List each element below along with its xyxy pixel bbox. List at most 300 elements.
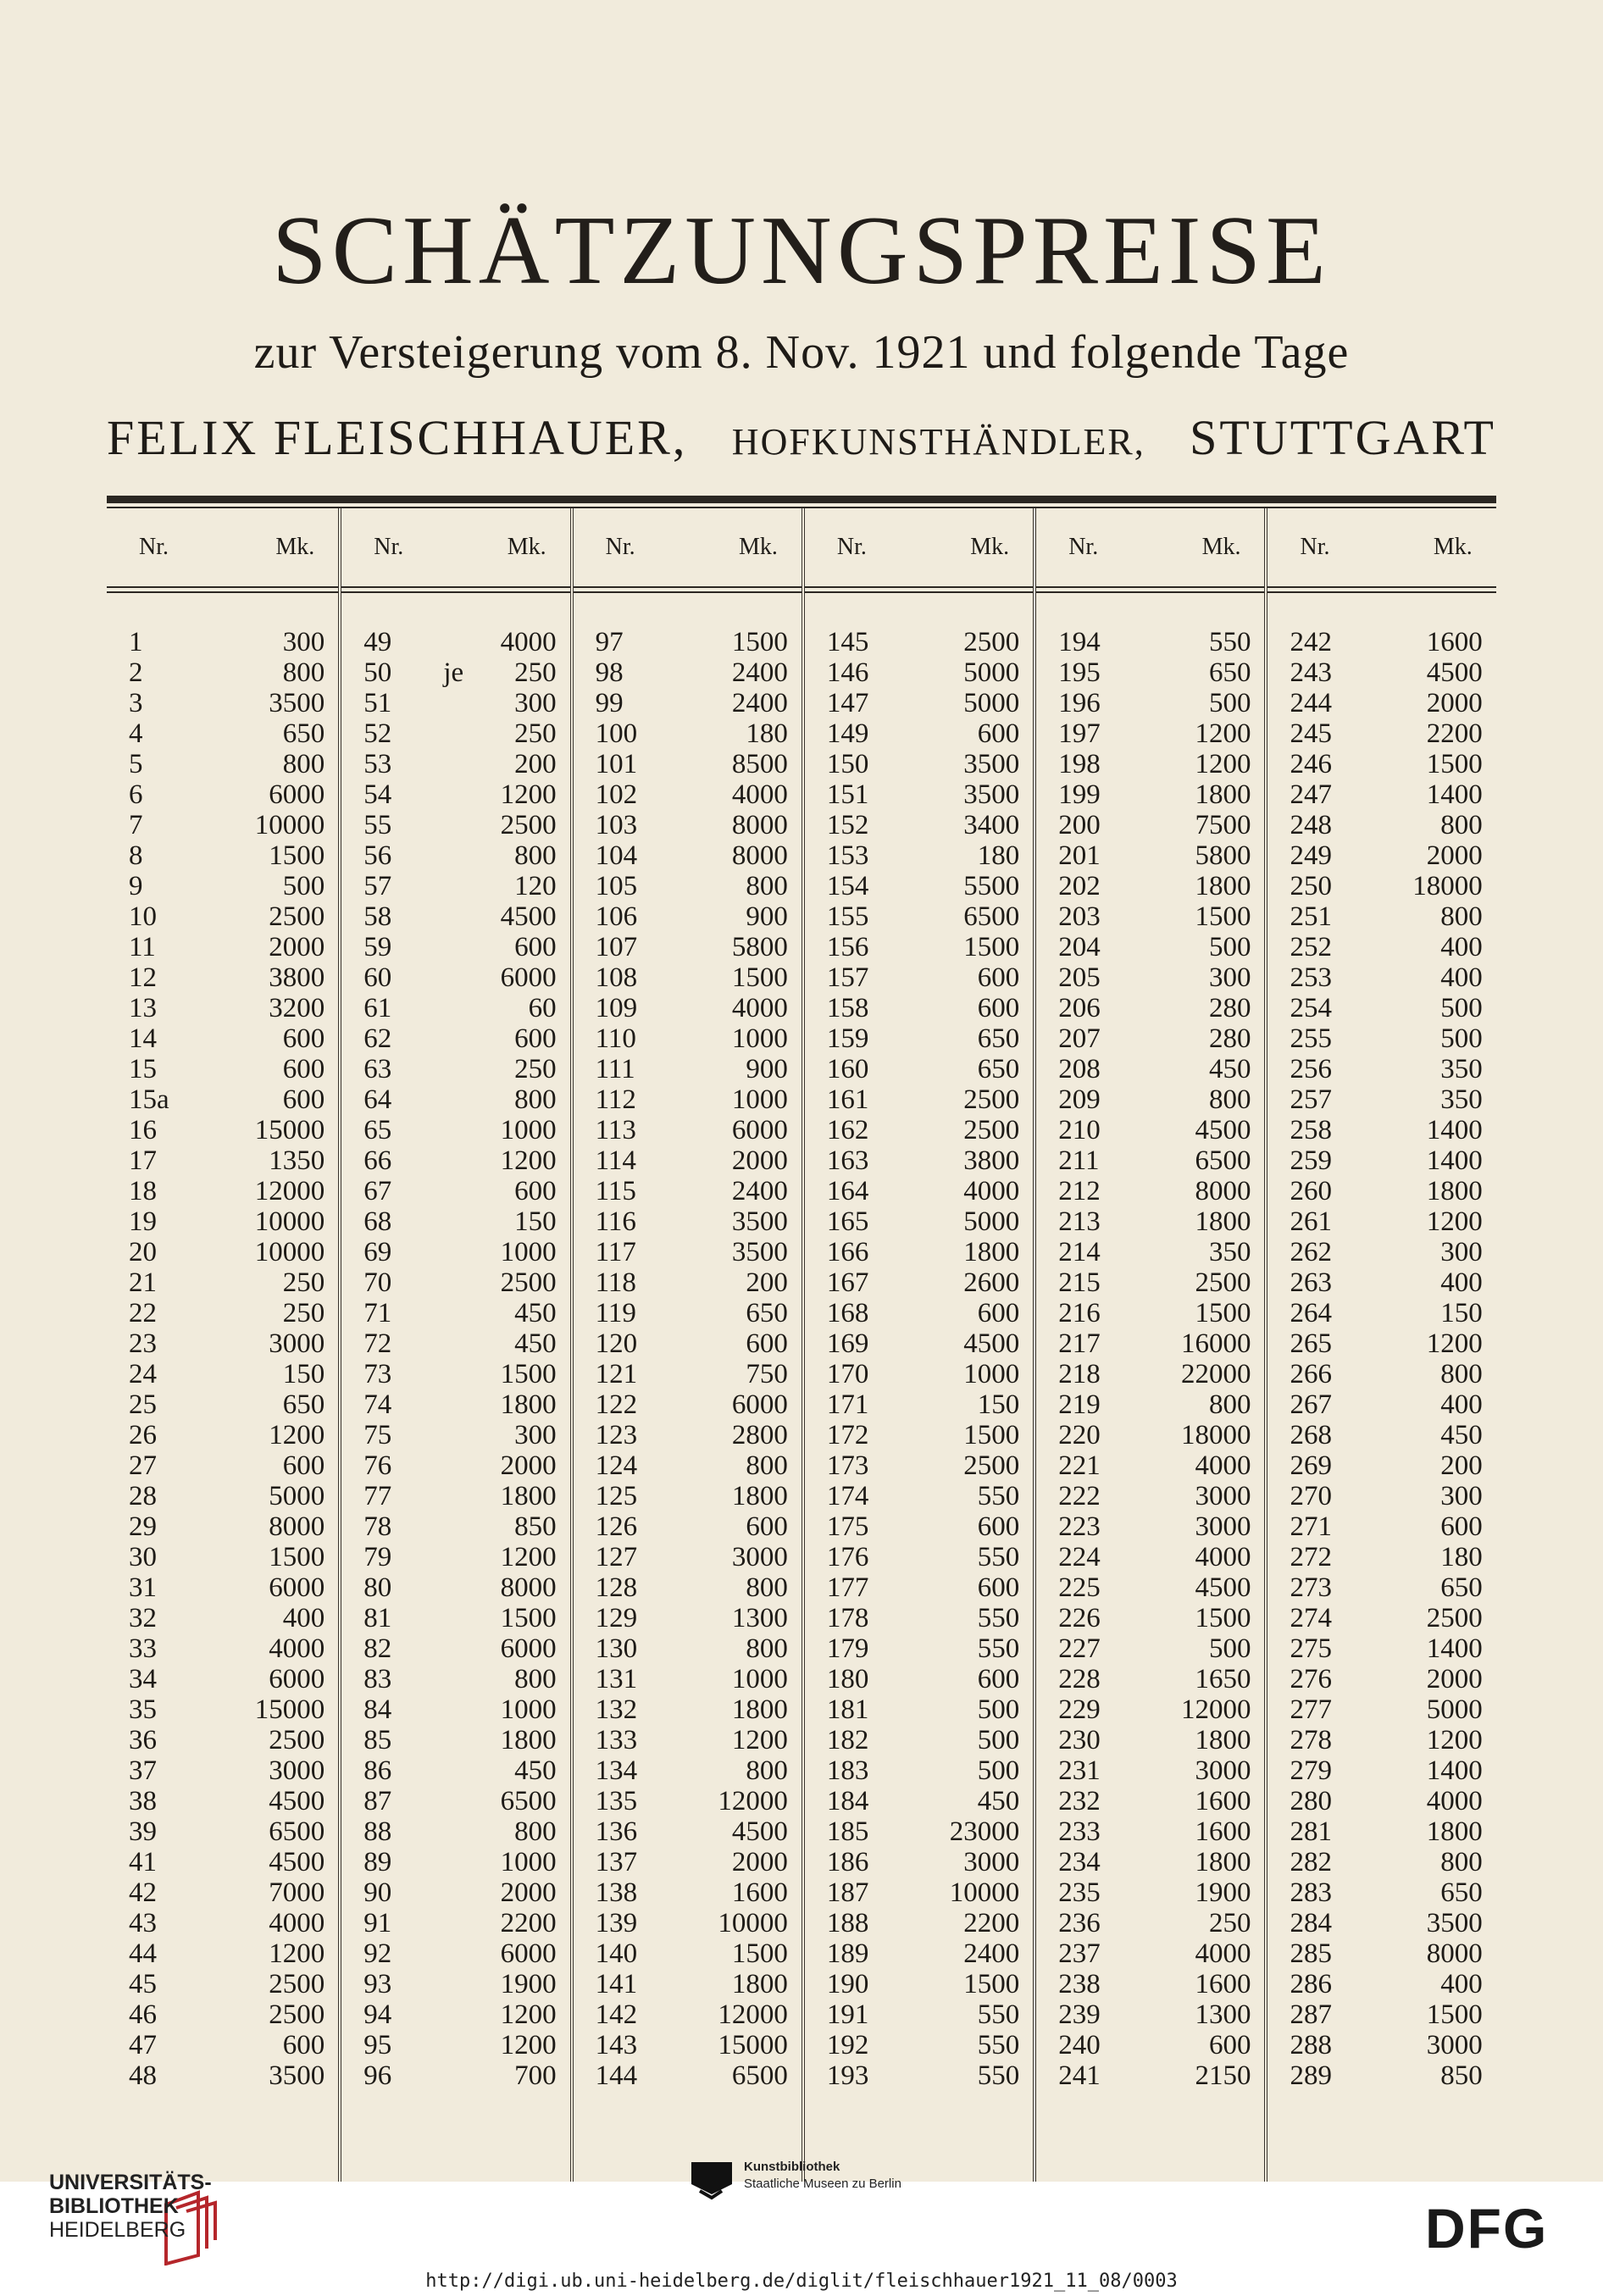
lot-price: 850 [1440,2060,1483,2091]
table-row [805,993,1033,1023]
lot-number: 46 [129,1999,157,2030]
page-url[interactable]: http://digi.ub.uni-heidelberg.de/diglit/fleischhauer1921_11_08/0003 [425,2271,1178,2292]
lot-price: 16000 [1180,1328,1251,1359]
header-nr: Nr. [374,534,404,560]
lot-number: 145 [826,626,869,657]
table-row [341,1908,569,1938]
lot-price: 2000 [731,1846,788,1877]
lot-number: 173 [826,1450,869,1481]
table-row [805,1725,1033,1755]
table-row [1036,1633,1264,1664]
table-row [805,1572,1033,1603]
lot-number: 28 [129,1480,157,1511]
lot-price: 650 [282,1389,325,1420]
lot-price: 4500 [731,1816,788,1847]
lot-number: 75 [363,1419,392,1450]
lot-price: 1500 [731,626,788,657]
lot-number: 51 [363,687,392,718]
lot-price: 1000 [500,1694,557,1725]
lot-price: 2400 [731,1175,788,1206]
table-row [805,1908,1033,1938]
lot-number: 172 [826,1419,869,1450]
lot-price: 450 [514,1328,557,1359]
lot-number: 92 [363,1938,392,1969]
lot-number: 112 [595,1084,636,1115]
lot-price: 650 [1208,657,1251,688]
lot-number: 272 [1290,1541,1332,1572]
table-row [341,1969,569,1999]
lot-price: 600 [1440,1511,1483,1542]
lot-price: 1800 [731,1694,788,1725]
lot-number: 154 [826,870,869,901]
lot-number: 285 [1290,1938,1332,1969]
lot-number: 230 [1058,1724,1101,1755]
lot-price: 280 [1208,1023,1251,1054]
table-row [574,1237,802,1267]
lot-number: 38 [129,1785,157,1816]
lot-price: 6000 [500,1938,557,1969]
lot-price: 600 [514,931,557,962]
lot-price: 150 [1440,1297,1483,1328]
table-row [805,2060,1033,2091]
lot-price: 4000 [1195,1450,1251,1481]
lot-number: 25 [129,1389,157,1420]
lot-price: 2500 [963,626,1020,657]
lot-price: 300 [514,687,557,718]
lot-number: 101 [595,748,638,779]
lot-number: 251 [1290,901,1332,932]
lot-number: 12 [129,962,157,993]
lot-number: 98 [595,657,624,688]
table-row [1036,2060,1264,2091]
table-row [341,1633,569,1664]
lot-number: 184 [826,1785,869,1816]
table-row [574,1664,802,1694]
lot-price: 800 [1208,1084,1251,1115]
lot-price: 800 [746,1755,788,1786]
lot-number: 183 [826,1755,869,1786]
lot-number: 259 [1290,1145,1332,1176]
table-row [805,962,1033,993]
lot-price: 650 [1440,1877,1483,1908]
column-header [805,508,1033,586]
lot-number: 155 [826,901,869,932]
table-row [1267,901,1495,932]
lot-number: 262 [1290,1236,1332,1267]
lot-number: 76 [363,1450,392,1481]
table-row [341,1267,569,1298]
lot-number: 239 [1058,1999,1101,2030]
lot-price: 1200 [1195,718,1251,749]
lot-number: 205 [1058,962,1101,993]
lot-price: 550 [977,1999,1020,2030]
table-row [341,1084,569,1115]
lot-price: 500 [282,870,325,901]
lot-price: 10000 [254,1206,325,1237]
lot-number: 82 [363,1633,392,1664]
lot-price: 8000 [1195,1175,1251,1206]
lot-price: 18000 [1412,870,1483,901]
lot-price: 150 [514,1206,557,1237]
header-mk: Mk. [275,534,315,560]
lot-price: 60 [528,992,557,1023]
lot-number: 133 [595,1724,638,1755]
lot-price: 1500 [963,1968,1020,1999]
table-row [574,901,802,932]
lot-number: 6 [129,779,143,810]
table-row [805,1633,1033,1664]
lot-price: 5000 [963,1206,1020,1237]
lot-price: 4000 [500,626,557,657]
table-row [1267,1023,1495,1054]
table-row [341,1877,569,1908]
lot-price: 450 [514,1297,557,1328]
lot-number: 244 [1290,687,1332,718]
lot-price: 900 [746,901,788,932]
lot-price: 1600 [1426,626,1483,657]
lot-price: 6000 [500,1633,557,1664]
table-row [1267,749,1495,779]
table-row [1267,1328,1495,1359]
lot-number: 81 [363,1602,392,1633]
lot-number: 56 [363,840,392,871]
lot-price: 600 [282,1450,325,1481]
lot-number: 115 [595,1175,636,1206]
lot-price: 2500 [963,1084,1020,1115]
lot-number: 103 [595,809,638,840]
lot-price: 15000 [718,2029,788,2060]
lot-price: 800 [746,1450,788,1481]
table-row [574,1755,802,1786]
lot-number: 286 [1290,1968,1332,1999]
lot-number: 217 [1058,1328,1101,1359]
table-row [805,657,1033,688]
lot-number: 17 [129,1145,157,1176]
lot-price: 3400 [963,809,1020,840]
lot-number: 216 [1058,1297,1101,1328]
lot-price: 600 [282,2029,325,2060]
lot-number: 18 [129,1175,157,1206]
lot-number: 140 [595,1938,638,1969]
lot-number: 170 [826,1358,869,1389]
table-row [1036,1267,1264,1298]
lot-number: 132 [595,1694,638,1725]
table-row [805,1054,1033,1084]
lot-price: 500 [1208,687,1251,718]
lot-price: 1900 [500,1968,557,1999]
lot-price: 1800 [500,1389,557,1420]
table-row [341,1755,569,1786]
lot-price: 1400 [1426,1755,1483,1786]
table-row [1267,1664,1495,1694]
lot-number: 225 [1058,1572,1101,1603]
lot-price: 250 [1208,1907,1251,1938]
lot-number: 268 [1290,1419,1332,1450]
lot-number: 63 [363,1053,392,1084]
lot-number: 19 [129,1206,157,1237]
lot-number: 267 [1290,1389,1332,1420]
lot-number: 211 [1058,1145,1100,1176]
table-row [1036,1176,1264,1206]
table-row [1267,1206,1495,1237]
lot-price: 23000 [949,1816,1020,1847]
table-row [1036,962,1264,993]
lot-price: 3500 [731,1206,788,1237]
table-row [341,1999,569,2030]
table-row [107,688,338,718]
table-row [574,1511,802,1542]
table-row [805,1694,1033,1725]
lot-number: 29 [129,1511,157,1542]
table-column [1264,508,1495,2203]
table-row [1267,871,1495,901]
lot-price: 3000 [963,1846,1020,1877]
lot-price: 650 [977,1053,1020,1084]
table-row [574,1023,802,1054]
table-row [574,1176,802,1206]
table-row [805,1084,1033,1115]
lot-number: 248 [1290,809,1332,840]
lot-number: 193 [826,2060,869,2091]
lot-price: 350 [1208,1236,1251,1267]
table-row [574,1298,802,1328]
lot-price: 850 [514,1511,557,1542]
table-row [1036,718,1264,749]
table-row [1036,1694,1264,1725]
lot-price: 1800 [500,1480,557,1511]
lot-number: 150 [826,748,869,779]
table-row [574,932,802,962]
lot-price: 5500 [963,870,1020,901]
table-row [107,1694,338,1725]
lot-price: 4000 [963,1175,1020,1206]
table-row [805,1542,1033,1572]
kunstbibliothek-name[interactable] [744,2159,901,2193]
table-row [107,1054,338,1084]
table-row [1267,657,1495,688]
table-row [107,627,338,657]
lot-price: 2000 [269,931,325,962]
lot-number: 13 [129,992,157,1023]
lot-price: 1200 [1426,1206,1483,1237]
lot-number: 16 [129,1114,157,1145]
lot-number: 276 [1290,1663,1332,1694]
lot-price: 1800 [963,1236,1020,1267]
lot-price: 3200 [269,992,325,1023]
table-row [1267,1298,1495,1328]
library-line-1: UNIVERSITÄTS- [49,2171,212,2194]
table-row [574,1145,802,1176]
table-row [1036,1664,1264,1694]
lot-price: 180 [746,718,788,749]
lot-number: 261 [1290,1206,1332,1237]
lot-price: 300 [1440,1480,1483,1511]
table-row [107,1847,338,1877]
lot-number: 152 [826,809,869,840]
lot-number: 78 [363,1511,392,1542]
lot-price: 2000 [500,1450,557,1481]
lot-number: 249 [1290,840,1332,871]
table-row [1036,810,1264,840]
lot-number: 119 [595,1297,636,1328]
table-row [341,1023,569,1054]
lot-price: 4500 [963,1328,1020,1359]
lot-price: 1500 [500,1602,557,1633]
lot-price: 12000 [1180,1694,1251,1725]
lot-number: 91 [363,1907,392,1938]
lot-price: 600 [977,1297,1020,1328]
lot-price: 800 [1440,901,1483,932]
lot-price: 300 [1440,1236,1483,1267]
table-row [574,1389,802,1420]
table-row [574,1420,802,1450]
lot-price: 800 [1440,1846,1483,1877]
lot-price: 1500 [963,931,1020,962]
dfg-logo[interactable]: DFG [1425,2197,1549,2260]
lot-number: 58 [363,901,392,932]
lot-number: 269 [1290,1450,1332,1481]
lot-number: 182 [826,1724,869,1755]
header-rule [805,586,1033,588]
lot-price: 6500 [269,1816,325,1847]
lot-price: 2400 [963,1938,1020,1969]
lot-price: 1500 [963,1419,1020,1450]
table-row [107,1908,338,1938]
table-row [341,1938,569,1969]
lot-price: 6000 [269,1663,325,1694]
table-row [1036,1969,1264,1999]
lot-price: 450 [1208,1053,1251,1084]
lot-number: 42 [129,1877,157,1908]
lot-price: 4500 [500,901,557,932]
lot-number: 139 [595,1907,638,1938]
table-row [341,1481,569,1511]
lot-number: 111 [595,1053,635,1084]
lot-price: 550 [977,1541,1020,1572]
table-row [341,1115,569,1145]
lot-number: 2 [129,657,143,688]
lot-price: 3500 [269,2060,325,2091]
table-row [1267,1908,1495,1938]
lot-number: 253 [1290,962,1332,993]
lot-price: 400 [1440,1968,1483,1999]
table-row [1267,1359,1495,1389]
table-row [1267,810,1495,840]
table-row [107,1359,338,1389]
lot-number: 207 [1058,1023,1101,1054]
lot-number: 68 [363,1206,392,1237]
lot-price: 5000 [269,1480,325,1511]
lot-number: 174 [826,1480,869,1511]
table-row [805,1969,1033,1999]
lot-price: 10000 [254,809,325,840]
lot-price: 6500 [963,901,1020,932]
lot-number: 89 [363,1846,392,1877]
table-row [1036,749,1264,779]
lot-number: 234 [1058,1846,1101,1877]
lot-number: 191 [826,1999,869,2030]
lot-number: 210 [1058,1114,1101,1145]
lot-number: 143 [595,2029,638,2060]
table-row [341,688,569,718]
lot-price: 800 [514,840,557,871]
table-row [1267,1633,1495,1664]
lot-price: 800 [282,657,325,688]
lot-price: 1500 [269,840,325,871]
lot-price: 8000 [269,1511,325,1542]
lot-number: 35 [129,1694,157,1725]
table-row [805,1145,1033,1176]
lot-number: 194 [1058,626,1101,657]
lot-price: 10000 [949,1877,1020,1908]
table-row [574,1359,802,1389]
lot-number: 134 [595,1755,638,1786]
table-row [1267,2030,1495,2060]
table-row [341,1847,569,1877]
table-row [574,718,802,749]
table-row [1267,718,1495,749]
lot-price: 650 [1440,1572,1483,1603]
table-row [341,657,569,688]
lot-price: 500 [977,1724,1020,1755]
table-row [1036,1298,1264,1328]
table-row [574,1115,802,1145]
table-row [574,840,802,871]
table-row [1036,1877,1264,1908]
table-row [107,810,338,840]
table-row [805,1328,1033,1359]
lot-price: 600 [977,992,1020,1023]
firm-city: STUTTGART [1190,410,1496,465]
lot-number: 237 [1058,1938,1101,1969]
lot-number: 108 [595,962,638,993]
lot-price: 3000 [1426,2029,1483,2060]
lot-number: 275 [1290,1633,1332,1664]
table-row [805,810,1033,840]
table-row [107,1206,338,1237]
lot-price: 3500 [963,779,1020,810]
table-row [805,1237,1033,1267]
table-row [341,1511,569,1542]
table-row [107,840,338,871]
lot-price: 1500 [731,962,788,993]
lot-price: 1800 [1195,1724,1251,1755]
lot-price: 450 [1440,1419,1483,1450]
page-subtitle: zur Versteigerung vom 8. Nov. 1921 und folgende Tage [253,326,1350,379]
table-row [1036,1237,1264,1267]
lot-number: 185 [826,1816,869,1847]
lot-number: 94 [363,1999,392,2030]
lot-price: 10000 [254,1236,325,1267]
table-row [1036,1816,1264,1847]
lot-number: 212 [1058,1175,1101,1206]
library-name[interactable] [49,2171,212,2242]
lot-price: 1200 [500,1145,557,1176]
table-column [338,508,569,2203]
lot-number: 208 [1058,1053,1101,1084]
lot-number: 258 [1290,1114,1332,1145]
lot-number: 255 [1290,1023,1332,1054]
lot-price: 10000 [718,1907,788,1938]
lot-price: 400 [282,1602,325,1633]
table-row [805,1511,1033,1542]
lot-price: 800 [746,1633,788,1664]
table-row [805,1420,1033,1450]
table-row [574,993,802,1023]
lot-price: 900 [746,1053,788,1084]
table-row [341,962,569,993]
lot-price: 15000 [254,1114,325,1145]
